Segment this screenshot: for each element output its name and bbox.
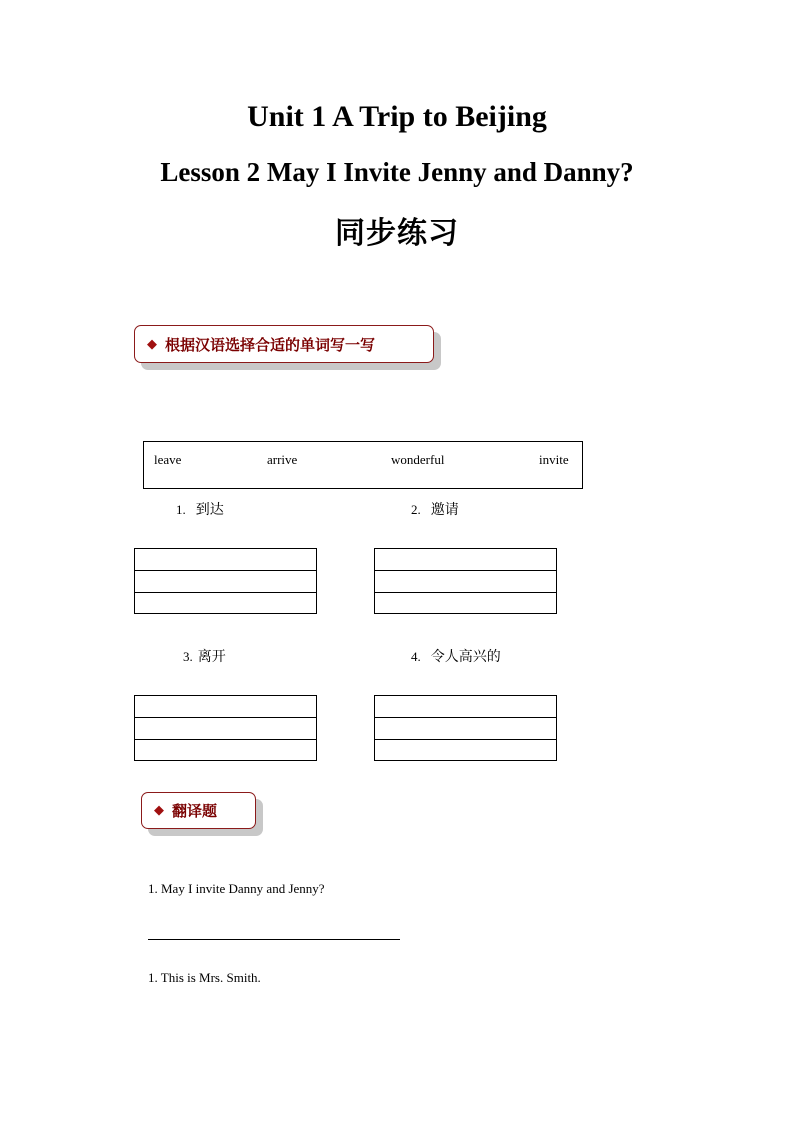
section-1-banner [134,325,434,363]
word-bank-item: arrive [267,452,298,467]
question-2-label: 2. 邀请 [411,502,459,518]
translation-sentence-2: 1. This is Mrs. Smith. [148,970,261,985]
writing-grid-4[interactable] [374,695,557,761]
section-2-heading: 翻译题 [172,802,218,820]
word-bank-box [143,441,583,489]
question-4-label: 4. 令人高兴的 [411,649,501,665]
diamond-bullet-icon: ◆ [147,336,157,352]
exercise-title: 同步练习 [335,216,459,251]
word-bank-item: invite [539,452,569,467]
answer-line[interactable] [148,939,400,940]
section-2-banner [141,792,256,829]
section-1-heading: 根据汉语选择合适的单词写一写 [165,335,376,354]
unit-title: Unit 1 A Trip to Beijing [247,100,547,133]
question-1-label: 1. 到达 [176,502,224,518]
word-bank-item: leave [154,452,182,467]
writing-grid-1[interactable] [134,548,317,614]
question-3-label: 3. 离开 [183,649,226,665]
translation-sentence-1: 1. May I invite Danny and Jenny? [148,881,325,896]
diamond-bullet-icon: ◆ [154,803,164,818]
word-bank-item: wonderful [391,452,445,467]
lesson-title: Lesson 2 May I Invite Jenny and Danny? [160,157,634,187]
writing-grid-3[interactable] [134,695,317,761]
writing-grid-2[interactable] [374,548,557,614]
